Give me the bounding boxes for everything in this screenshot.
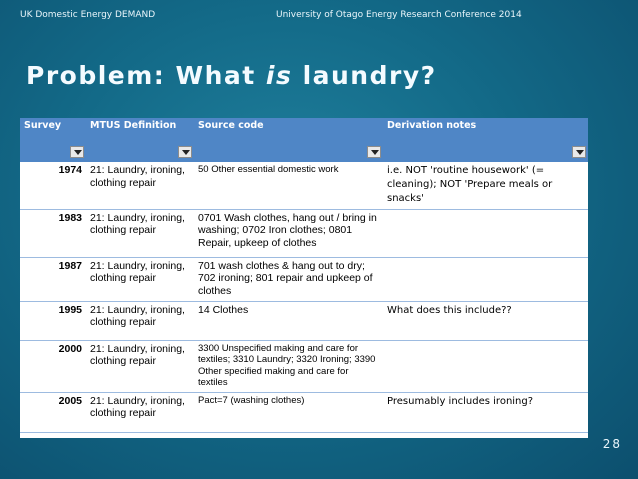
derivation-notes <box>383 209 588 257</box>
column-header-label: Derivation notes <box>387 120 477 131</box>
source-code: 3300 Unspecified making and care for textiles; 3310 Laundry; 3320 Ironing; 3390 Other specified making and care for textiles <box>194 340 383 392</box>
survey-year: 2005 <box>20 392 86 432</box>
page-number: 28 <box>602 437 622 451</box>
survey-year: 1995 <box>20 301 86 340</box>
column-header-survey <box>20 118 86 162</box>
derivation-notes: Presumably includes ironing? <box>383 392 588 432</box>
table-row <box>20 257 588 301</box>
column-header-source-code <box>194 118 383 162</box>
survey-year: 1983 <box>20 209 86 257</box>
filter-dropdown-icon[interactable] <box>367 146 381 158</box>
column-header-label: MTUS Definition <box>90 120 177 131</box>
laundry-definition-table <box>20 118 588 438</box>
header-left-text: UK Domestic Energy DEMAND <box>20 10 156 20</box>
mtus-definition: 21: Laundry, ironing, clothing repair <box>86 340 194 392</box>
source-code: 50 Other essential domestic work <box>194 162 383 209</box>
derivation-notes: i.e. NOT 'routine housework' (= cleaning); NOT 'Prepare meals or snacks' <box>383 162 588 209</box>
filter-dropdown-icon[interactable] <box>70 146 84 158</box>
table-row <box>20 340 588 392</box>
derivation-notes: What does this include?? <box>383 301 588 340</box>
column-header-mtus-definition <box>86 118 194 162</box>
title-emphasis: is <box>265 61 293 90</box>
table-row <box>20 392 588 432</box>
mtus-definition: 21: Laundry, ironing, clothing repair <box>86 257 194 301</box>
source-code: 14 Clothes <box>194 301 383 340</box>
header-right-text: University of Otago Energy Research Conference 2014 <box>276 10 522 20</box>
survey-year: 1974 <box>20 162 86 209</box>
table-header-row <box>20 118 588 162</box>
mtus-definition: 21: Laundry, ironing, clothing repair <box>86 162 194 209</box>
mtus-definition: 21: Laundry, ironing, clothing repair <box>86 392 194 432</box>
filter-dropdown-icon[interactable] <box>572 146 586 158</box>
mtus-definition: 21: Laundry, ironing, clothing repair <box>86 209 194 257</box>
table-row <box>20 209 588 257</box>
title-text-start: Problem: What <box>26 61 266 90</box>
column-header-derivation-notes <box>383 118 588 162</box>
column-header-label: Source code <box>198 120 264 131</box>
slide-title <box>26 61 437 90</box>
derivation-notes <box>383 257 588 301</box>
derivation-notes <box>383 340 588 392</box>
mtus-definition: 21: Laundry, ironing, clothing repair <box>86 301 194 340</box>
survey-year: 2000 <box>20 340 86 392</box>
filter-dropdown-icon[interactable] <box>178 146 192 158</box>
column-header-label: Survey <box>24 120 62 131</box>
survey-year: 1987 <box>20 257 86 301</box>
table-row <box>20 301 588 340</box>
title-text-end: laundry? <box>292 61 437 90</box>
table-row <box>20 162 588 209</box>
source-code: 701 wash clothes & hang out to dry; 702 ironing; 801 repair and upkeep of clothes <box>194 257 383 301</box>
source-code: Pact=7 (washing clothes) <box>194 392 383 432</box>
source-code: 0701 Wash clothes, hang out / bring in washing; 0702 Iron clothes; 0801 Repair, upkeep of clothes <box>194 209 383 257</box>
